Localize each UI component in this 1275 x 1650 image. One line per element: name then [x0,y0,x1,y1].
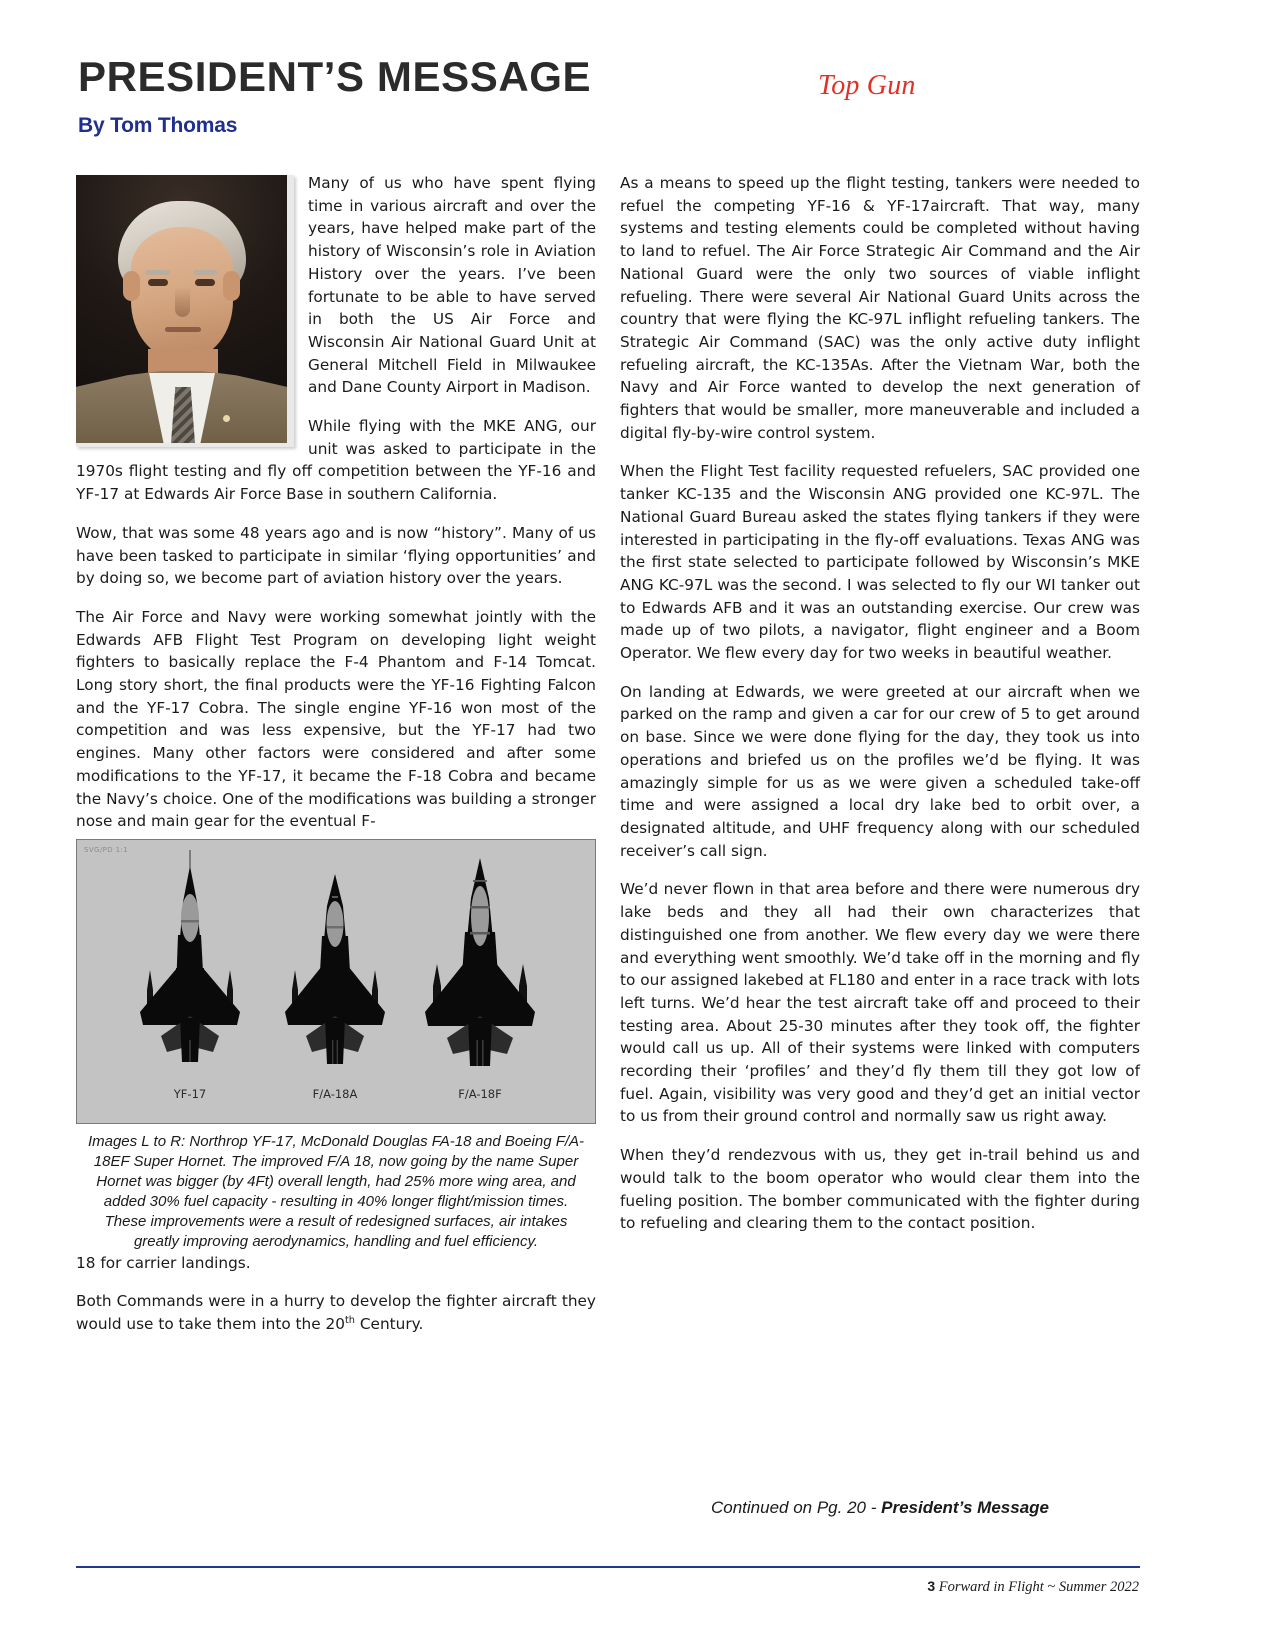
plane-yf17-silhouette [140,850,240,1062]
plane-label-2: F/A-18A [312,1086,358,1101]
left-paragraph-4: The Air Force and Navy were working somewhat jointly with the Edwards AFB Flight Test Program on developing light weight fighters to basically replace the F-4 Phantom and F-14 Tomcat. Long story short, the final products were the YF-16 Fighting Falcon and the YF-17 Cobra. The single engine YF-16 won most of the competition and was less expensive, but the YF-17 had two engines. Many other factors were considered and after some modifications to the YF-17, it became the F-18 Cobra and became the Navy’s choice. One of the modifications was building a stronger nose and main gear for the eventual F- [76,607,596,831]
article-header [78,53,1138,152]
right-paragraph-1: As a means to speed up the flight testing, tankers were needed to refuel the competing YF-16 & YF-17aircraft. That way, many systems and testing elements could be completed without having to land to refuel. The Air Force Strategic Air Command and the Air National Guard were the only two sources of viable inflight refueling. There were several Air National Guard Units across the country that were flying the KC-97L inflight refueling tankers. The Strategic Air Command (SAC) was the only active duty inflight refueling aircraft, the KC-135As. After the Vietnam War, both the Navy and Air Force wanted to develop the next generation of fighters that would be smaller, more maneuverable and included a digital fly-by-wire control system. [620,174,1140,442]
plane-label-1: YF-17 [173,1086,207,1101]
publication-name: Forward in Flight ~ Summer 2022 [938,1579,1139,1595]
left-paragraph-last [76,1290,596,1335]
continued-article-title: President’s Message [881,1498,1049,1517]
left-paragraph-after-figure: 18 for carrier landings. [76,1253,251,1272]
photo-ear-left [123,271,140,301]
page-number: 3 [927,1578,936,1594]
footer-divider [76,1566,1140,1568]
last-paragraph-suffix: Century. [355,1315,424,1334]
right-column [620,172,1140,1251]
right-paragraph-4: We’d never flown in that area before and there were numerous dry lake beds and they all had their own characterizes that distinguished one from another. We flew every day we were there and everything went smoothly. We’d take off in the morning and fly to our assigned lakebed at FL180 and enter in a race track with lots left turns. We’d hear the test aircraft take off and proceed to their testing area. About 25-30 minutes after they took off, the fighter would call us up. All of their systems were linked with computers recording their ‘profiles’ and they’d fly them till they got low of fuel. Again, visibility was very good and they’d get an initial vector to us from their ground control and normally saw us right away. [620,880,1140,1126]
right-paragraph-3: On landing at Edwards, we were greeted at our aircraft when we parked on the ramp and given a car for our crew of 5 to get around on base. Since we were done flying for the day, they took us into operations and briefed us on the profiles we’d be flying. It was amazingly simple for us as we were given a scheduled take-off time and were assigned a local dry lake bed to orbit over, a designated altitude, and UHF frequency along with our scheduled receiver’s call sign. [620,682,1140,860]
aircraft-comparison-figure [76,839,596,1252]
left-paragraph-2: While flying with the MKE ANG, our unit was asked to participate in the 1970s flight testing and fly off competition between the YF-16 and YF-17 at Edwards Air Force Base in southern California. [76,417,596,504]
aircraft-silhouettes-image [76,839,596,1124]
left-column [76,172,596,1352]
last-paragraph-prefix: Both Commands were in a hurry to develop the fighter aircraft they would use to take them into the 20 [76,1292,596,1334]
left-paragraph-3: Wow, that was some 48 years ago and is now “history”. Many of us have been tasked to participate in similar ‘flying opportunities’ and by doing so, we become part of aviation history over the years. [76,523,596,588]
page-title: PRESIDENT’S MESSAGE [78,53,592,100]
byline-author: By Tom Thomas [78,114,238,137]
left-paragraph-1: Many of us who have spent flying time in various aircraft and over the years, have helped make part of the history of Wisconsin’s role in Aviation History over the years. I’ve been fortunate to be able to have served in both the US Air Force and Wisconsin Air National Guard Unit at General Mitchell Field in Milwaukee and Dane County Airport in Madison. [308,174,596,397]
right-paragraph-5: When they’d rendezvous with us, they get in-trail behind us and would talk to the boom operator who would clear them into the fueling position. The bomber communicated with the fighter during to refueling and clearing them to the contact position. [620,1146,1140,1233]
plane-fa18f-silhouette [425,858,535,1066]
avatar [76,175,287,443]
ordinal-suffix: th [344,1314,356,1326]
continued-prefix: Continued on Pg. 20 - [710,1498,882,1517]
right-paragraph-2: When the Flight Test facility requested refuelers, SAC provided one tanker KC-135 and the Wisconsin ANG provided one KC-97L. The National Guard Bureau asked the states flying tankers if they were interested in participating in the fly-off evaluations. Texas ANG was the first state selected to participate followed by Wisconsin’s MKE ANG KC-97L was the second. I was selected to fly our WI tanker out to Edwards AFB and it was an outstanding exercise. Our crew was made up of two pilots, a navigator, flight engineer and a Boom Operator. We flew every day for two weeks in beautiful weather. [620,462,1140,663]
photo-brow-right [193,270,218,275]
photo-ear-right [223,271,240,301]
kicker-top-gun: Top Gun [818,70,916,101]
author-photo-frame [76,175,294,447]
plane-label-3: F/A-18F [458,1086,502,1101]
plane-fa18a-silhouette [285,874,385,1064]
footer [927,1578,1139,1596]
photo-brow-left [145,270,170,275]
photo-nose [175,287,190,317]
photo-eye-left [148,279,168,286]
image-watermark: SVG/PD 1:1 [84,845,129,854]
figure-caption: Images L to R: Northrop YF-17, McDonald Douglas FA-18 and Boeing F/A-18EF Super Hornet. The improved F/A 18, now going by the name Super Hornet was bigger (by 4Ft) overall length, had 25% more wing area, and added 30% fuel capacity - resulting in 40% longer flight/mission times. These improvements were a result of redesigned surfaces, air intakes greatly improving aerodynamics, handling and fuel efficiency. [87,1132,585,1250]
aircraft-silhouettes-svg [77,840,595,1123]
photo-lapel-pin [223,415,230,422]
photo-eye-right [195,279,215,286]
photo-mouth [165,327,201,332]
continued-notice [620,1498,1140,1518]
